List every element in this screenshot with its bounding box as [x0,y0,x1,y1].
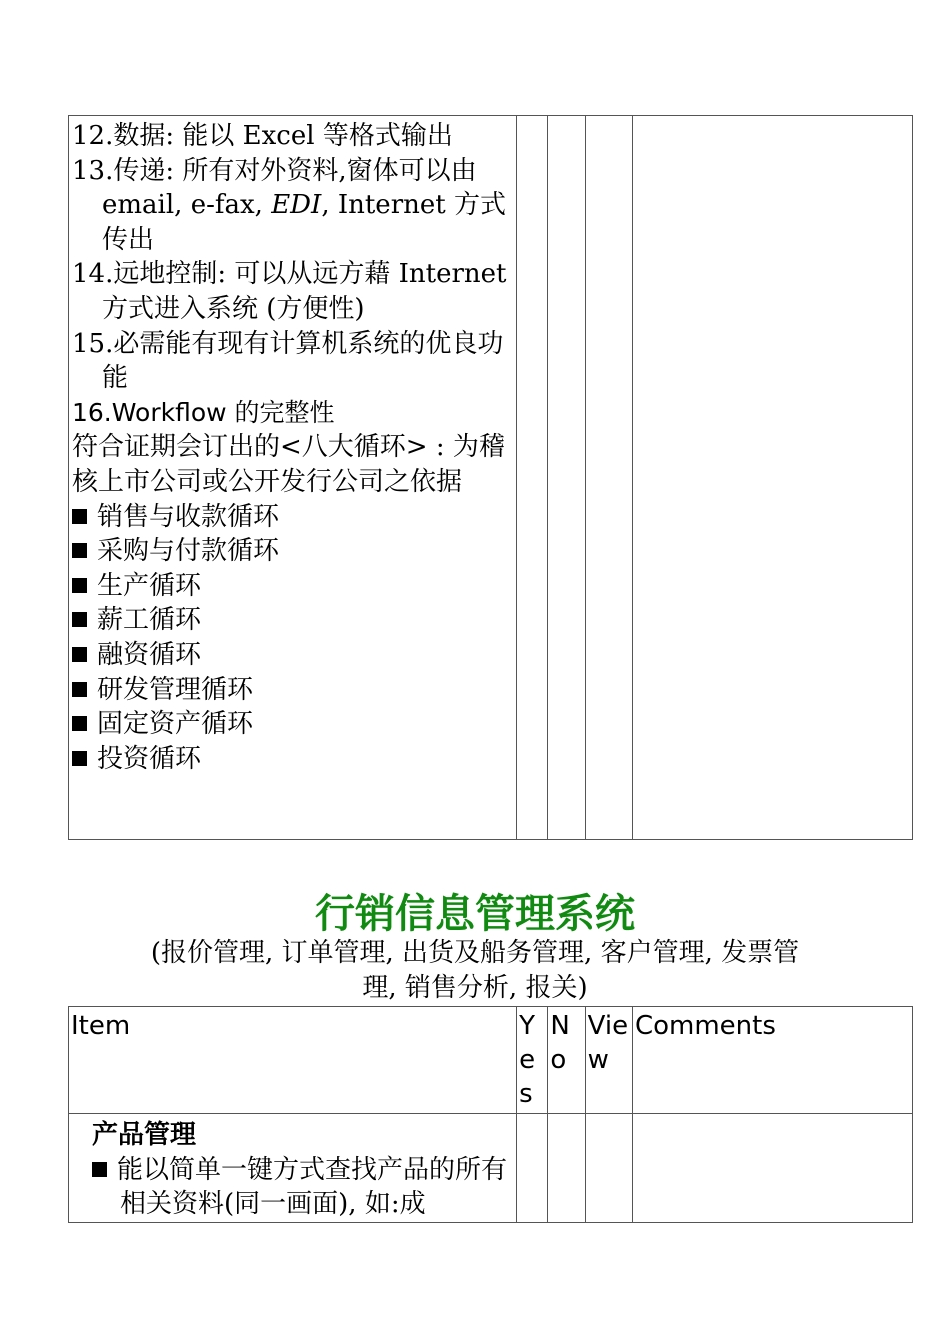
cycle-item: 研发管理循环 [72,673,514,708]
view-cell[interactable] [585,116,632,840]
square-bullet-icon [72,509,87,524]
eight-cycles-intro: 符合证期会订出的<八大循环> : 为稽核上市公司或公开发行公司之依据 [72,432,505,497]
cycle-item: 融资循环 [72,638,514,673]
product-management-cell [69,1114,517,1223]
section-subtitle: (报价管理, 订单管理, 出货及船务管理, 客户管理, 发票管理, 销售分析, 报关) [150,938,800,1003]
item-14: 14.远地控制: 可以从远方藉 Internet 方式进入系统 (方便性) [72,259,507,324]
view-cell[interactable] [585,1114,632,1223]
item-cell [69,116,517,840]
cycle-item: 采购与付款循环 [72,534,514,569]
item-15: 15.必需能有现有计算机系统的优良功能 [72,328,504,394]
item-16: 16.Workflow 的完整性 [72,397,335,427]
product-bullet-item: 能以简单一键方式查找产品的所有相关资料(同一画面), 如:成 [72,1153,514,1222]
square-bullet-icon [72,578,87,593]
cycle-item: 销售与收款循环 [72,500,514,535]
group-title: 产品管理 [92,1120,197,1150]
cycle-item: 固定资产循环 [72,707,514,742]
square-bullet-icon [72,716,87,731]
item-12: 12.数据: 能以 Excel 等格式输出 [72,121,453,151]
square-bullet-icon [92,1162,107,1177]
cycle-item: 投资循环 [72,742,514,777]
no-cell[interactable] [548,116,585,840]
marketing-requirements-table [68,1006,913,1223]
section-title: 行销信息管理系统 [315,891,635,937]
header-comments: Comments [632,1007,912,1114]
comments-cell[interactable] [632,116,912,840]
item-13: 13.传递: 所有对外资料,窗体可以由 email, e-fax, EDI, Internet 方式传出 [72,155,506,255]
no-cell[interactable] [548,1114,585,1223]
comments-cell[interactable] [632,1114,912,1223]
requirements-table-continued [68,115,913,840]
square-bullet-icon [72,647,87,662]
yes-cell[interactable] [517,116,548,840]
square-bullet-icon [72,751,87,766]
header-no: No [548,1007,585,1114]
cycle-item: 薪工循环 [72,603,514,638]
cycle-item: 生产循环 [72,569,514,604]
header-view: View [585,1007,632,1114]
yes-cell[interactable] [517,1114,548,1223]
header-yes: Yes [517,1007,548,1114]
square-bullet-icon [72,612,87,627]
square-bullet-icon [72,682,87,697]
header-item: Item [69,1007,517,1114]
square-bullet-icon [72,543,87,558]
